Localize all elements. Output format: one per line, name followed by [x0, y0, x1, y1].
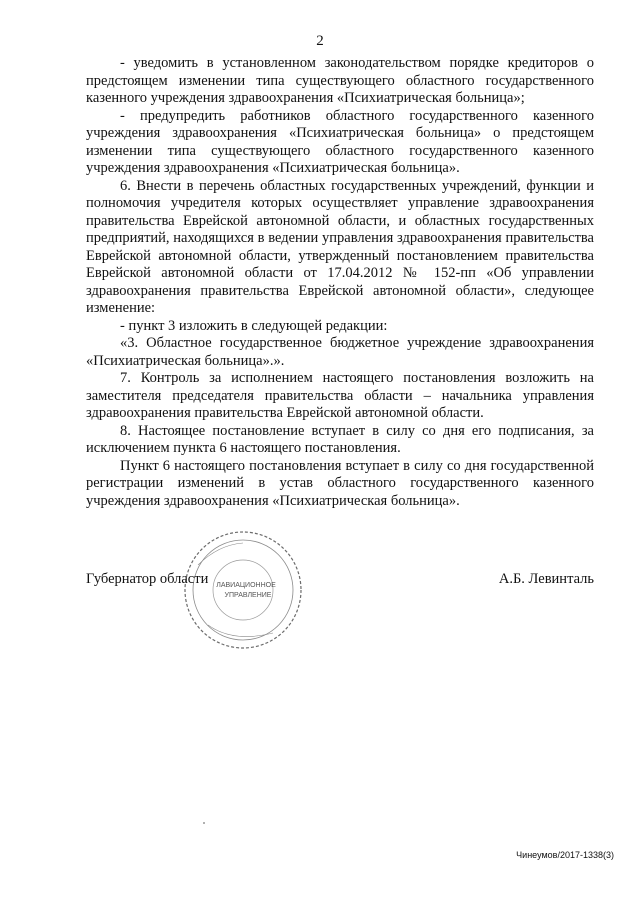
paragraph: - уведомить в установленном законодательством порядке кредиторов о предстоящем изменении типа существующего областного государственного казенного учреждения здравоохранения «Психиатрическая больница»;: [86, 55, 594, 106]
seal-line: ЛАВИАЦИОННОЕ: [216, 582, 276, 589]
document-code: Чинеумов/2017-1338(3): [516, 850, 614, 860]
paragraph: 8. Настоящее постановление вступает в силу со дня его подписания, за исключением пункта 6 настоящего постановления.: [86, 422, 594, 456]
paragraph: «3. Областное государственное бюджетное учреждение здравоохранения «Психиатрическая больница».».: [86, 335, 594, 369]
paragraph: - пункт 3 изложить в следующей редакции:: [120, 317, 388, 334]
signatory-title: Губернатор области: [86, 571, 209, 587]
document-body: [86, 55, 594, 510]
signatory-name: А.Б. Левинталь: [498, 571, 594, 587]
paragraph: - предупредить работников областного государственного казенного учреждения здравоохранения «Психиатрическая больница» о предстоящем изменении типа существующего областного государственного казенного учреждения здравоохранения «Психиатрическая больница».: [86, 107, 594, 176]
official-seal: [178, 525, 308, 655]
seal-line: УПРАВЛЕНИЕ: [224, 592, 272, 599]
paragraph: Пункт 6 настоящего постановления вступает в силу со дня государственной регистрации изменений в устав областного государственного казенного учреждения здравоохранения «Психиатрическая больница».: [86, 457, 594, 509]
stray-mark: [203, 822, 205, 824]
paragraph: 7. Контроль за исполнением настоящего постановления возложить на заместителя председателя правительства области – начальника управления здравоохранения правительства Еврейской автономной области.: [86, 370, 594, 421]
page-number: 2: [316, 33, 324, 49]
paragraph: 6. Внести в перечень областных государственных учреждений, функции и полномочия учредителя которых осуществляет управление здравоохранения правительства Еврейской автономной области, и областных государственных предприятий, находящихся в ведении управления здравоохранения правительства Еврейской автономной области, утвержденный постановлением правительства Еврейской автономной области от 17.04.2012 № 152-пп «Об управлении здравоохранения правительства Еврейской автономной области», следующее изменение:: [86, 177, 594, 316]
